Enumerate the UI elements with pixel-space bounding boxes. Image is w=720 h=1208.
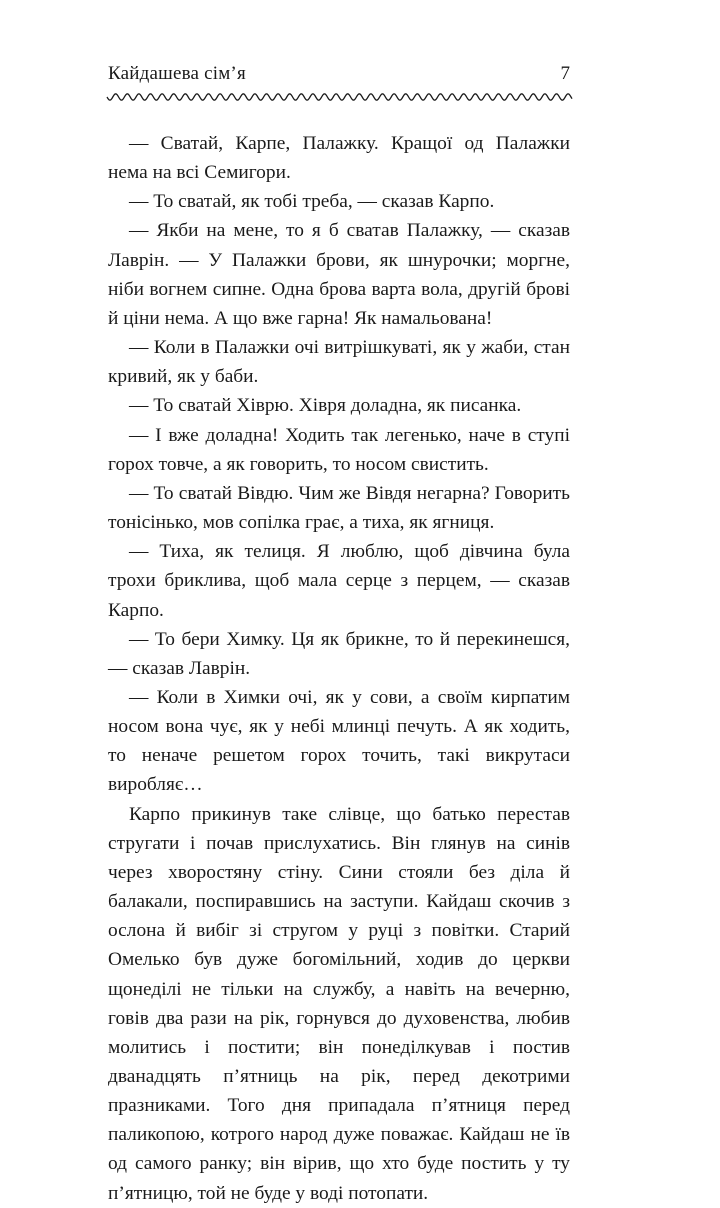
paragraph: — Сватай, Карпе, Палажку. Кращої од Палажки нема на всі Семигори. xyxy=(108,133,570,184)
running-title: Кайдашева сім’я xyxy=(108,63,246,84)
running-header xyxy=(108,63,570,87)
paragraph: — То сватай Хіврю. Хівря доладна, як писанка. xyxy=(129,395,522,417)
decorative-wave-rule xyxy=(106,90,574,104)
paragraph: — Коли в Палажки очі витрішкуваті, як у жаби, стан кривий, як у баби. xyxy=(108,337,570,388)
paragraph: — То сватай, як тобі треба, — сказав Карпо. xyxy=(129,191,495,213)
paragraph: — Тиха, як телиця. Я люблю, щоб дівчина була трохи бриклива, щоб мала серце з перцем, — сказав Карпо. xyxy=(108,541,570,621)
body-text xyxy=(108,129,570,1208)
paragraph: — Коли в Химки очі, як у сови, а своїм кирпатим носом вона чує, як у небі млинці печуть. А як ходить, то неначе решетом горох точить, такі викрутаси виробляє… xyxy=(108,686,570,796)
paragraph: — І вже доладна! Ходить так легенько, наче в ступі горох товче, а як говорить, то носом свистить. xyxy=(108,424,570,475)
paragraph: — То сватай Вівдю. Чим же Вівдя негарна? Говорить тонісінько, мов сопілка грає, а тиха, як ягниця. xyxy=(108,482,570,534)
paragraph: — То бери Химку. Ця як брикне, то й перекинешся, — сказав Лаврін. xyxy=(108,628,570,679)
paragraph: Карпо прикинув таке слівце, що батько перестав стругати і почав прислухатись. Він глянув на синів через хворостяну стіну. Сини стояли без діла й балакали, поспиравшись на заступи. Кайдаш скочив з ослона й вибіг зі стругом у руці з повітки. Старий Омелько був дуже богомільний, ходив до церкви щонеділі не тільки на службу, а навіть на вечерню, говів два рази на рік, горнувся до духовенства, любив молитись і постити; він понеділкував і постив дванадцять п’ятниць на рік, перед декотрими празниками. Того дня припадала п’ятниця перед паликопою, котрого народ дуже поважає. Кайдаш не їв од самого ранку; він вірив, що хто буде постить у ту п’ятницю, той не буде у воді потопати. xyxy=(108,803,570,1204)
paragraph: — Якби на мене, то я б сватав Палажку, — сказав Лаврін. — У Палажки брови, як шнурочки; моргне, ніби вогнем сипне. Одна брова варта вола, другій брові й ціни нема. А що вже гарна! Як намальована! xyxy=(108,220,570,329)
page-number: 7 xyxy=(560,63,570,84)
